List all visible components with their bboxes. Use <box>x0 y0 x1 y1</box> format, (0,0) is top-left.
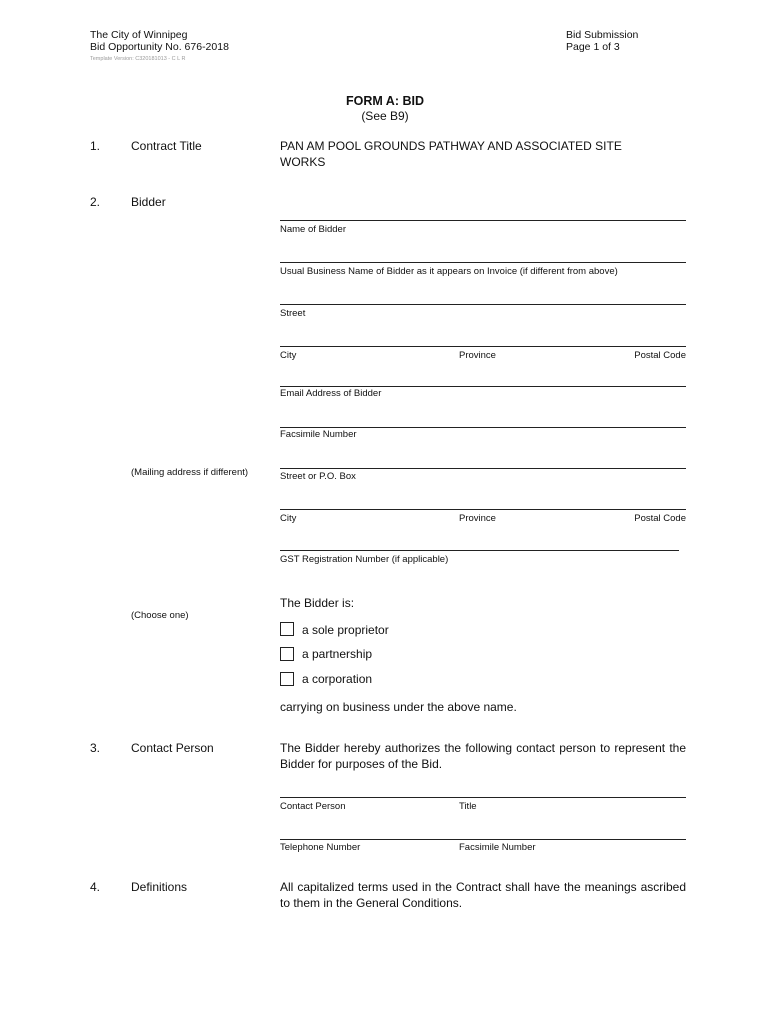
street-label: Street <box>280 308 306 319</box>
email-line[interactable] <box>280 386 686 387</box>
email-label: Email Address of Bidder <box>280 388 382 399</box>
choose-one-note: (Choose one) <box>131 610 189 621</box>
section-4-label: Definitions <box>131 880 188 894</box>
city-province-postal-line[interactable] <box>280 346 686 347</box>
contact-title-label: Title <box>459 801 477 812</box>
section-3-number: 3. <box>90 741 101 755</box>
definitions-text: All capitalized terms used in the Contract shall have the meanings ascribed to them in the General Conditions. <box>280 880 686 910</box>
contact-person-label: Contact Person <box>280 801 346 812</box>
contact-title-line[interactable] <box>280 797 686 798</box>
mail-city-label: City <box>280 513 297 524</box>
sole-proprietor-checkbox[interactable] <box>280 622 294 636</box>
partnership-checkbox[interactable] <box>280 647 294 661</box>
usual-business-name-line[interactable] <box>280 262 686 263</box>
telephone-number-label: Telephone Number <box>280 842 361 853</box>
gst-line[interactable] <box>280 550 679 551</box>
section-4-number: 4. <box>90 880 101 894</box>
phone-fax-line[interactable] <box>280 839 686 840</box>
mail-street-label: Street or P.O. Box <box>280 471 356 482</box>
province-label: Province <box>459 350 496 361</box>
postal-code-label: Postal Code <box>634 350 686 361</box>
section-1-number: 1. <box>90 139 101 153</box>
mail-postal-code-label: Postal Code <box>634 513 686 524</box>
contact-fax-label: Facsimile Number <box>459 842 536 853</box>
contact-authorization-text: The Bidder hereby authorizes the following contact person to represent the Bidder for purposes of the Bid. <box>280 741 686 771</box>
carrying-on-business-text: carrying on business under the above name. <box>280 700 517 714</box>
name-of-bidder-label: Name of Bidder <box>280 224 347 235</box>
city-label: City <box>280 350 297 361</box>
street-line[interactable] <box>280 304 686 305</box>
header-city: The City of Winnipeg <box>90 29 188 41</box>
header-bid-opportunity: Bid Opportunity No. 676-2018 <box>90 41 229 53</box>
mail-city-province-postal-line[interactable] <box>280 509 686 510</box>
sole-proprietor-label: a sole proprietor <box>302 623 389 637</box>
template-version: Template Version: C320181013 - C L R <box>90 56 186 62</box>
header-bid-submission: Bid Submission <box>566 29 639 41</box>
header-page-number: Page 1 of 3 <box>566 41 620 53</box>
form-title: FORM A: BID <box>346 94 424 108</box>
section-1-label: Contract Title <box>131 139 202 153</box>
facsimile-line[interactable] <box>280 427 686 428</box>
facsimile-label: Facsimile Number <box>280 429 357 440</box>
partnership-label: a partnership <box>302 647 373 661</box>
bidder-is-label: The Bidder is: <box>280 596 355 610</box>
form-subtitle: (See B9) <box>361 109 409 123</box>
gst-label: GST Registration Number (if applicable) <box>280 554 449 565</box>
contract-title-value: PAN AM POOL GROUNDS PATHWAY AND ASSOCIATED SITE WORKS <box>280 139 622 169</box>
section-2-label: Bidder <box>131 195 166 209</box>
mail-province-label: Province <box>459 513 496 524</box>
corporation-checkbox[interactable] <box>280 672 294 686</box>
corporation-label: a corporation <box>302 672 373 686</box>
mailing-address-note: (Mailing address if different) <box>131 467 249 478</box>
name-of-bidder-line[interactable] <box>280 220 686 221</box>
section-2-number: 2. <box>90 195 101 209</box>
section-3-label: Contact Person <box>131 741 214 755</box>
mail-street-line[interactable] <box>280 468 686 469</box>
usual-business-name-label: Usual Business Name of Bidder as it appears on Invoice (if different from above) <box>280 266 618 277</box>
